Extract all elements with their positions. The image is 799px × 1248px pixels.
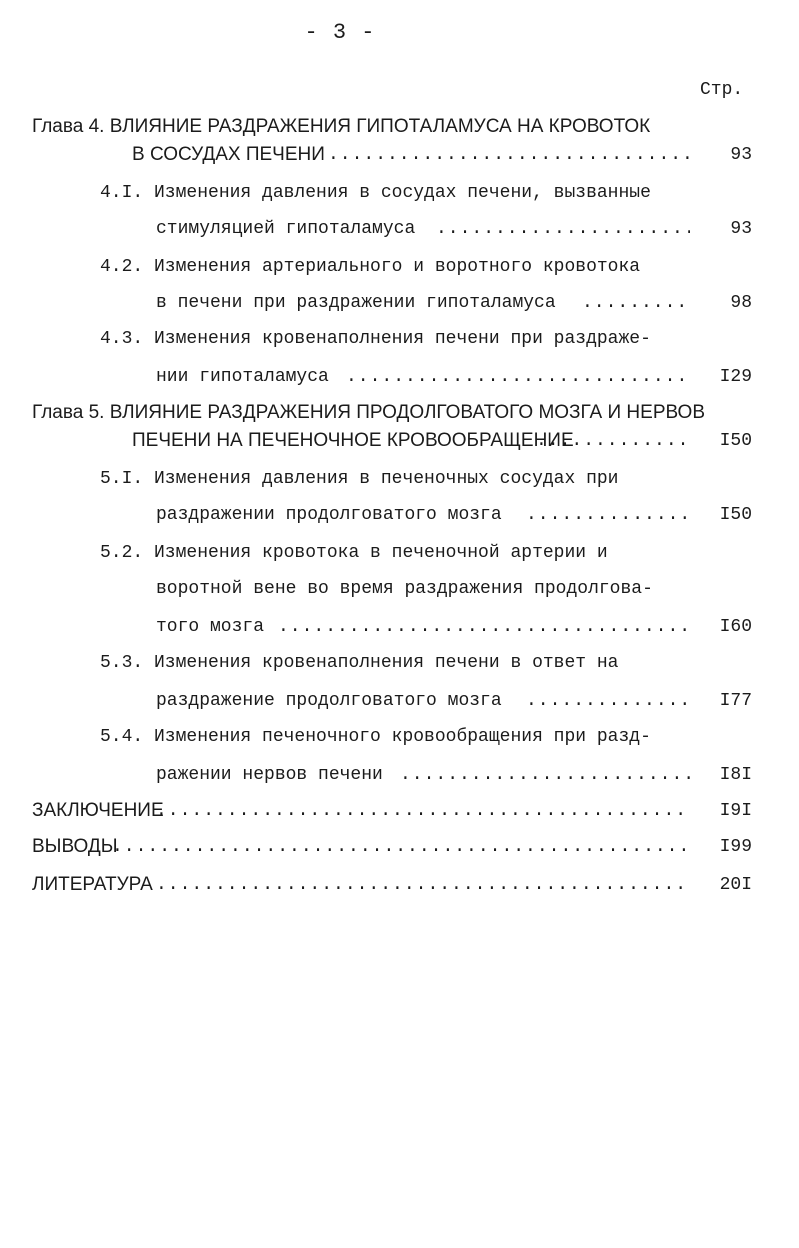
toc-leader-dots — [582, 290, 690, 316]
toc-section-5-2-title-cont: воротной вене во время раздражения продолгова- — [156, 579, 653, 599]
toc-section-5-3-line-1 — [0, 650, 760, 676]
toc-section-5-2-line-1 — [0, 540, 760, 566]
toc-conclusion — [0, 798, 752, 824]
toc-leader-dots — [526, 502, 690, 528]
toc-chapter-4-line-2 — [0, 142, 752, 168]
toc-section-5-1-line-2 — [0, 502, 752, 528]
toc-chapter-5-page: I50 — [719, 431, 752, 451]
toc-leader-dots — [328, 142, 690, 168]
toc-section-4-1-line-1 — [0, 180, 760, 206]
toc-section-5-4-line-2 — [0, 762, 752, 788]
toc-section-4-2-title: 4.2. Изменения артериального и воротного кровотока — [100, 257, 641, 277]
toc-chapter-4-title: Глава 4. ВЛИЯНИЕ РАЗДРАЖЕНИЯ ГИПОТАЛАМУСА НА КРОВОТОК — [32, 116, 651, 137]
toc-conclusion-title: ЗАКЛЮЧЕНИЕ — [32, 800, 164, 821]
toc-section-4-2-page: 98 — [730, 293, 752, 313]
toc-chapter-4-line-1 — [0, 114, 760, 140]
toc-section-4-1-title-cont: стимуляцией гипоталамуса — [156, 219, 416, 239]
toc-findings — [0, 834, 752, 860]
toc-section-5-4-title: 5.4. Изменения печеночного кровообращения при разд- — [100, 727, 651, 747]
toc-section-4-1-page: 93 — [730, 219, 752, 239]
toc-section-5-3-page: I77 — [719, 691, 752, 711]
toc-chapter-5-line-1 — [0, 400, 760, 426]
toc-section-5-3-title: 5.3. Изменения кровенаполнения печени в ответ на — [100, 653, 619, 673]
toc-section-4-3-page: I29 — [719, 367, 752, 387]
toc-chapter-4-title-cont: В СОСУДАХ ПЕЧЕНИ — [132, 144, 325, 165]
toc-section-5-4-page: I8I — [719, 765, 752, 785]
toc-leader-dots — [436, 216, 690, 242]
toc-section-5-1-line-1 — [0, 466, 760, 492]
toc-leader-dots — [156, 872, 690, 898]
toc-section-5-4-line-1 — [0, 724, 760, 750]
toc-section-4-2-title-cont: в печени при раздражении гипоталамуса — [156, 293, 556, 313]
toc-section-4-3-line-1 — [0, 326, 760, 352]
toc-section-4-2-line-2 — [0, 290, 752, 316]
toc-section-5-2-title-cont2: того мозга — [156, 617, 265, 637]
toc-section-5-1-title: 5.I. Изменения давления в печеночных сосудах при — [100, 469, 619, 489]
toc-section-5-2-page: I60 — [719, 617, 752, 637]
toc-section-5-2-line-3 — [0, 614, 752, 640]
toc-section-4-3-title-cont: нии гипоталамуса — [156, 367, 329, 387]
toc-leader-dots — [112, 834, 690, 860]
toc-literature-title: ЛИТЕРАТУРА — [32, 874, 153, 895]
page-number: - 3 - — [304, 20, 376, 45]
toc-chapter-4-page: 93 — [730, 145, 752, 165]
toc-leader-dots — [526, 688, 690, 714]
toc-findings-page: I99 — [719, 837, 752, 857]
toc-section-5-2-line-2 — [0, 576, 760, 602]
toc-chapter-5-title-cont: ПЕЧЕНИ НА ПЕЧЕНОЧНОЕ КРОВООБРАЩЕНИЕ — [132, 430, 574, 451]
toc-leader-dots — [278, 614, 690, 640]
toc-section-5-3-title-cont: раздражение продолговатого мозга — [156, 691, 502, 711]
toc-findings-title: ВЫВОДЫ — [32, 836, 118, 857]
toc-section-5-1-page: I50 — [719, 505, 752, 525]
toc-section-4-3-title: 4.3. Изменения кровенаполнения печени при раздраже- — [100, 329, 651, 349]
toc-section-5-3-line-2 — [0, 688, 752, 714]
toc-leader-dots — [346, 364, 690, 390]
toc-conclusion-page: I9I — [719, 801, 752, 821]
toc-section-4-1-line-2 — [0, 216, 752, 242]
toc-section-5-1-title-cont: раздражении продолговатого мозга — [156, 505, 502, 525]
toc-leader-dots — [156, 798, 690, 824]
toc-literature — [0, 872, 752, 898]
toc-section-5-4-title-cont: ражении нервов печени — [156, 765, 383, 785]
toc-chapter-5-line-2 — [0, 428, 752, 454]
toc-section-5-2-title: 5.2. Изменения кровотока в печеночной артерии и — [100, 543, 608, 563]
toc-section-4-3-line-2 — [0, 364, 752, 390]
toc-leader-dots — [400, 762, 690, 788]
toc-section-4-1-title: 4.I. Изменения давления в сосудах печени, вызванные — [100, 183, 651, 203]
toc-literature-page: 20I — [719, 875, 752, 895]
toc-chapter-5-title: Глава 5. ВЛИЯНИЕ РАЗДРАЖЕНИЯ ПРОДОЛГОВАТОГО МОЗГА И НЕРВОВ — [32, 402, 705, 423]
pages-column-header: Стр. — [700, 80, 744, 100]
toc-leader-dots — [536, 428, 690, 454]
toc-section-4-2-line-1 — [0, 254, 760, 280]
